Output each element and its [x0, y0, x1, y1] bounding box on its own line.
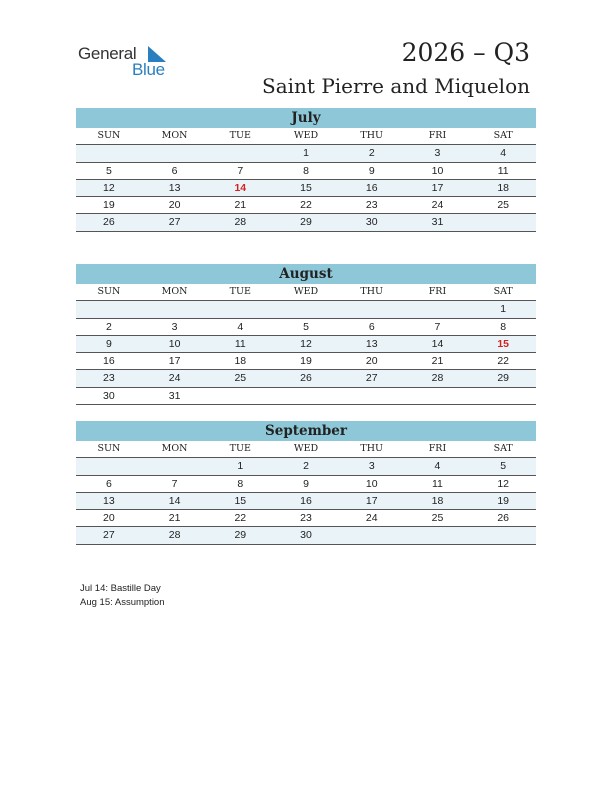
day-cell: 3 — [368, 460, 375, 473]
day-cell: 8 — [303, 164, 309, 177]
day-cell: 25 — [234, 372, 247, 385]
weekday-label: SAT — [493, 443, 513, 454]
day-cell — [405, 388, 471, 404]
day-cell: 30 — [300, 529, 312, 542]
day-cell: 29 — [234, 529, 247, 542]
weekday-label: WED — [293, 286, 319, 297]
holiday-day-cell: 14 — [234, 181, 247, 194]
day-cell: 15 — [234, 494, 247, 507]
week-row — [76, 476, 536, 493]
weekday-label: WED — [293, 130, 319, 141]
page-subtitle: Saint Pierre and Miquelon — [262, 74, 530, 98]
day-cell: 11 — [432, 477, 443, 490]
month-title: July — [76, 108, 536, 128]
week-row — [76, 353, 536, 370]
holiday-note: Aug 15: Assumption — [80, 597, 165, 608]
day-cell: 7 — [237, 164, 244, 177]
day-cell: 6 — [171, 164, 178, 177]
day-cell: 16 — [103, 355, 115, 368]
month-july — [76, 108, 536, 232]
day-cell: 23 — [103, 372, 115, 385]
day-cell: 6 — [368, 320, 375, 333]
day-cell: 21 — [234, 199, 247, 212]
day-cell: 6 — [105, 477, 112, 490]
week-row — [76, 388, 536, 405]
day-cell: 13 — [168, 181, 181, 194]
day-cell: 20 — [168, 199, 181, 212]
weekday-label: THU — [360, 130, 384, 141]
brand-logo — [78, 44, 178, 80]
weekday-label: SAT — [493, 130, 513, 141]
day-cell: 29 — [300, 216, 312, 229]
day-cell: 2 — [368, 147, 375, 160]
weekday-label: THU — [360, 443, 384, 454]
day-cell: 8 — [237, 477, 244, 490]
week-row — [76, 510, 536, 527]
day-cell: 12 — [300, 337, 312, 350]
day-cell: 19 — [300, 355, 312, 368]
day-cell — [142, 145, 208, 161]
day-cell — [405, 527, 471, 543]
day-cell — [339, 388, 405, 404]
day-cell: 2 — [303, 460, 309, 473]
weekday-label: TUE — [229, 286, 251, 297]
day-cell: 22 — [234, 512, 247, 525]
weekday-label: FRI — [428, 286, 447, 297]
day-cell: 11 — [234, 337, 246, 350]
day-cell: 15 — [300, 181, 312, 194]
day-cell — [76, 301, 142, 317]
day-cell: 16 — [365, 181, 378, 194]
weekday-label: THU — [360, 286, 384, 297]
weekday-label: SAT — [493, 286, 513, 297]
day-cell: 24 — [431, 199, 444, 212]
day-cell: 17 — [168, 355, 181, 368]
page-title: 2026 – Q3 — [401, 38, 530, 67]
holiday-day-cell: 15 — [497, 337, 510, 350]
day-cell: 21 — [431, 355, 444, 368]
day-cell: 30 — [365, 216, 378, 229]
day-cell: 26 — [300, 372, 312, 385]
week-row — [76, 301, 536, 318]
weekday-label: TUE — [229, 130, 251, 141]
weekday-label: MON — [161, 443, 188, 454]
day-cell: 19 — [497, 494, 510, 507]
day-cell: 31 — [168, 389, 181, 402]
day-cell: 4 — [237, 320, 244, 333]
day-cell: 12 — [103, 181, 115, 194]
day-cell — [405, 301, 471, 317]
day-cell: 20 — [103, 512, 115, 525]
weekday-label: WED — [293, 443, 319, 454]
day-cell: 2 — [105, 320, 112, 333]
day-cell: 4 — [500, 147, 507, 160]
day-cell: 5 — [105, 164, 112, 177]
day-cell: 11 — [497, 164, 509, 177]
day-cell: 10 — [168, 337, 181, 350]
day-cell: 18 — [497, 181, 510, 194]
day-cell: 5 — [303, 320, 309, 333]
weekday-label: TUE — [229, 443, 251, 454]
week-row — [76, 336, 536, 353]
day-cell: 30 — [103, 389, 115, 402]
weekday-header-row — [76, 128, 536, 145]
day-cell: 26 — [497, 512, 510, 525]
day-cell — [207, 388, 273, 404]
day-cell: 10 — [365, 477, 378, 490]
day-cell: 24 — [365, 512, 378, 525]
day-cell: 21 — [168, 512, 181, 525]
month-september — [76, 421, 536, 545]
day-cell: 13 — [103, 494, 115, 507]
day-cell: 7 — [434, 320, 441, 333]
day-cell: 28 — [431, 372, 444, 385]
day-cell: 12 — [497, 477, 510, 490]
week-row — [76, 180, 536, 197]
holiday-notes — [80, 582, 165, 610]
weekday-header-row — [76, 284, 536, 301]
weekday-label: FRI — [428, 443, 447, 454]
day-cell: 9 — [105, 337, 112, 350]
week-row — [76, 145, 536, 162]
day-cell: 3 — [434, 147, 441, 160]
day-cell: 10 — [431, 164, 444, 177]
day-cell: 27 — [168, 216, 181, 229]
day-cell: 28 — [234, 216, 247, 229]
day-cell: 20 — [365, 355, 378, 368]
day-cell: 5 — [500, 460, 507, 473]
day-cell: 8 — [500, 320, 507, 333]
day-cell: 22 — [300, 199, 312, 212]
day-cell: 9 — [303, 477, 309, 490]
week-row — [76, 458, 536, 475]
day-cell — [207, 301, 273, 317]
day-cell: 16 — [300, 494, 312, 507]
day-cell: 23 — [300, 512, 312, 525]
day-cell — [273, 301, 339, 317]
day-cell: 3 — [171, 320, 178, 333]
day-cell: 18 — [234, 355, 247, 368]
week-row — [76, 163, 536, 180]
day-cell: 29 — [497, 372, 510, 385]
weekday-label: MON — [161, 130, 188, 141]
day-cell: 14 — [431, 337, 444, 350]
day-cell: 25 — [431, 512, 444, 525]
day-cell — [207, 145, 273, 161]
day-cell — [76, 458, 142, 474]
day-cell — [339, 301, 405, 317]
day-cell — [273, 388, 339, 404]
holiday-note: Jul 14: Bastille Day — [80, 583, 161, 594]
day-cell: 4 — [434, 460, 441, 473]
day-cell: 9 — [368, 164, 375, 177]
week-row — [76, 493, 536, 510]
week-row — [76, 319, 536, 336]
day-cell — [76, 145, 142, 161]
weekday-label: MON — [161, 286, 188, 297]
logo-word-general: General — [78, 44, 137, 63]
week-row — [76, 527, 536, 544]
weekday-label: SUN — [97, 130, 121, 141]
day-cell: 17 — [431, 181, 444, 194]
logo-word-blue: Blue — [132, 60, 165, 79]
day-cell: 1 — [237, 460, 244, 473]
day-cell — [142, 458, 208, 474]
weekday-label: SUN — [97, 286, 121, 297]
day-cell: 1 — [500, 303, 507, 316]
week-row — [76, 214, 536, 231]
day-cell — [470, 388, 536, 404]
day-cell: 22 — [497, 355, 510, 368]
day-cell: 27 — [365, 372, 378, 385]
month-august — [76, 264, 536, 405]
day-cell: 18 — [431, 494, 444, 507]
day-cell: 23 — [365, 199, 378, 212]
month-title: August — [76, 264, 536, 284]
day-cell: 25 — [497, 199, 510, 212]
day-cell — [142, 301, 208, 317]
day-cell: 26 — [103, 216, 115, 229]
day-cell: 31 — [431, 216, 444, 229]
weekday-header-row — [76, 441, 536, 458]
day-cell: 14 — [168, 494, 181, 507]
day-cell: 7 — [171, 477, 178, 490]
week-row — [76, 370, 536, 387]
day-cell: 19 — [103, 199, 115, 212]
weekday-label: FRI — [428, 130, 447, 141]
day-cell: 13 — [365, 337, 378, 350]
day-cell: 1 — [303, 147, 309, 160]
day-cell — [470, 527, 536, 543]
day-cell: 17 — [365, 494, 378, 507]
week-row — [76, 197, 536, 214]
day-cell: 28 — [168, 529, 181, 542]
day-cell: 24 — [168, 372, 181, 385]
weekday-label: SUN — [97, 443, 121, 454]
month-title: September — [76, 421, 536, 441]
day-cell: 27 — [103, 529, 115, 542]
day-cell — [339, 527, 405, 543]
day-cell — [470, 214, 536, 230]
